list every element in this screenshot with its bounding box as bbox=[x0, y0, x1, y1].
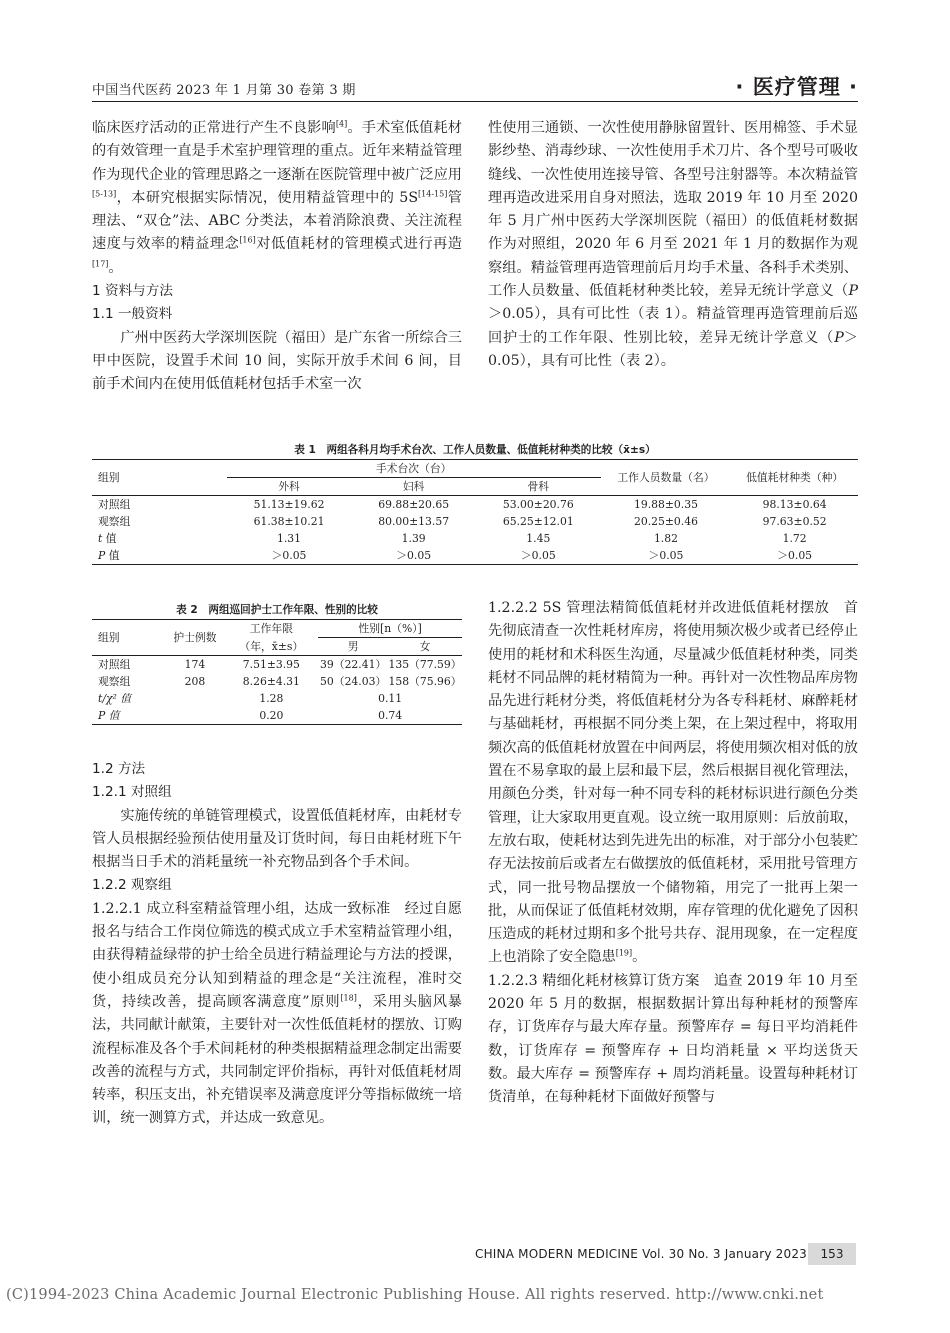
t1-row-label: 对照组 bbox=[98, 498, 131, 511]
citation: [17] bbox=[92, 259, 109, 269]
citation: [16] bbox=[239, 235, 256, 245]
stat-symbol: t bbox=[98, 532, 103, 545]
t2-header-years-unit: （年，x̄±s） bbox=[224, 638, 318, 656]
t2-header-count: 护士例数 bbox=[166, 620, 225, 656]
t2-cell: 174 bbox=[184, 658, 206, 671]
t2-header-male: 男 bbox=[318, 638, 388, 656]
t2-cell: 208 bbox=[184, 675, 206, 688]
heading-1: 1 资料与方法 bbox=[92, 283, 173, 300]
text-span: 1.2.2.1 成立科室精益管理小组，达成一致标准 经过自愿报名与结合工作岗位筛选的模式成立手术室精益管理小组，由获得精益绿带的护士给全员进行精益理论与方法的授课，使小组成员充分认知到精益的理念是“关注流程，准时交货，持续改善，提高顾客满意度”原则 bbox=[92, 900, 462, 1010]
t2-cell: 1.28 bbox=[259, 692, 284, 705]
left-column-bottom bbox=[92, 758, 462, 1131]
t1-row-label bbox=[92, 530, 227, 547]
general-info-paragraph: 广州中医药大学深圳医院（福田）是广东省一所综合三甲中医院，设置手术间 10 间，实际开放手术间 6 间，目前手术间内在使用低值耗材包括手术室一次 bbox=[92, 329, 462, 393]
t2-header-female: 女 bbox=[388, 638, 462, 656]
t1-sub-header: 外科 bbox=[227, 478, 352, 496]
heading-1-2: 1.2 方法 bbox=[92, 761, 146, 777]
t1-cell: 51.13±19.62 bbox=[253, 498, 325, 511]
right-column-bottom bbox=[488, 597, 858, 1110]
text-span: 。 bbox=[632, 949, 647, 966]
t2-cell: 0.11 bbox=[378, 692, 403, 705]
t1-row-label bbox=[92, 547, 227, 565]
t1-cell: 61.38±10.21 bbox=[253, 515, 325, 528]
t2-cell: 39（22.41） bbox=[320, 658, 387, 671]
left-column-top bbox=[92, 117, 462, 397]
text-span: 值 bbox=[102, 532, 117, 545]
page-number: 153 bbox=[808, 1243, 856, 1265]
text-span: 管理法、“双仓”法、ABC 分类法，本着消除浪费、关注流程速度与效率的精益理念 bbox=[92, 189, 462, 253]
t1-header-surgery: 手术台次（台） bbox=[227, 460, 601, 478]
table2 bbox=[92, 619, 462, 725]
text-span: ＞0.05），具有可比性（表 1）。精益管理再造管理前后巡回护士的工作年限、性别比较，差异无统计学意义（ bbox=[488, 306, 858, 346]
t1-cell: 1.45 bbox=[526, 532, 551, 545]
t2-cell: 7.51±3.95 bbox=[242, 658, 300, 671]
table1 bbox=[92, 459, 858, 565]
text-span: 对低值耗材的管理模式进行再造 bbox=[255, 236, 462, 253]
control-group-paragraph: 实施传统的单链管理模式，设置低值耗材库，由耗材专管人员根据经验预估使用量及订货时间，每日由耗材班下午根据当日手术的消耗量统一补充物品到各个手术间。 bbox=[92, 807, 462, 871]
t2-row-label: 对照组 bbox=[98, 658, 131, 671]
header-divider bbox=[92, 101, 858, 102]
p-symbol: P bbox=[848, 283, 858, 300]
t2-cell: 0.74 bbox=[318, 707, 462, 725]
t1-cell: 65.25±12.01 bbox=[502, 515, 574, 528]
t1-cell: 1.72 bbox=[782, 532, 807, 545]
t2-cell: 0.20 bbox=[224, 707, 318, 725]
t1-row-label: 观察组 bbox=[98, 515, 131, 528]
journal-issue-header: 中国当代医药 2023 年 1 月第 30 卷第 3 期 bbox=[92, 83, 356, 98]
lean-team-paragraph bbox=[92, 898, 462, 1131]
table-row bbox=[92, 496, 858, 514]
t1-header-kinds: 低值耗材种类（种） bbox=[731, 460, 858, 496]
citation: [5-13] bbox=[92, 189, 117, 199]
text-span: 性使用三通锁、一次性使用静脉留置针、医用棉签、手术显影纱垫、消毒纱球、一次性使用手术刀片、各个型号可吸收缝线、一次性使用连接导管、各型号注射器等。本次精益管理再造改进采用自身对照法，选取 2019 年 10 月至 2020 年 5 月广州中医药大学深圳医院（福田）的低值耗材数据作为对照组，2020 年 6 月至 2021 年 1 月的数据作为观察组。精益管理再造管理前后月均手术量、各科手术类别、工作人员数量、低值耗材种类比较，差异无统计学意义（ bbox=[488, 120, 858, 300]
t2-cell bbox=[166, 707, 225, 725]
table-row bbox=[92, 656, 462, 674]
heading-1-2-2: 1.2.2 观察组 bbox=[92, 877, 172, 894]
t1-cell: 98.13±0.64 bbox=[762, 498, 827, 511]
t2-cell: 50（24.03） bbox=[320, 675, 387, 688]
right-column-top bbox=[488, 117, 858, 373]
t1-cell: ＞0.05 bbox=[351, 547, 476, 565]
t1-cell: 20.25±0.46 bbox=[633, 515, 698, 528]
materials-paragraph bbox=[488, 117, 858, 373]
t1-cell: ＞0.05 bbox=[227, 547, 352, 565]
t2-cell: 158（75.96） bbox=[388, 675, 462, 688]
text-span: ＞0.05），具有可比性（表 2）。 bbox=[488, 329, 858, 369]
t1-cell: 1.39 bbox=[401, 532, 426, 545]
table2-caption: 表 2 两组巡回护士工作年限、性别的比较 bbox=[176, 604, 378, 616]
copyright-notice: (C)1994-2023 China Academic Journal Electronic Publishing House. All rights reserved. http://www.cnki.net bbox=[6, 1287, 824, 1303]
table-row bbox=[92, 530, 858, 547]
t2-row-label: t/χ² 值 bbox=[98, 692, 132, 705]
text-span: 1.2.2.2 5S 管理法精简低值耗材并改进低值耗材摆放 首先彻底清查一次性耗材库房，将使用频次极少或者已经停止使用的耗材和术科医生沟通，尽量减少低值耗材种类，同类耗材不同品牌的耗材精简为一种。再针对一次性物品库房物品先进行耗材分类，将低值耗材分为各专科耗材、麻醉耗材与基础耗材，再根据不同分类上架，在上架过程中，将取用频次高的低值耗材放置在中间两层，将使用频次相对低的放置在不易拿取的最上层和最下层，然后根据目视化管理法，用颜色分类，针对每一种不同专科的耗材标识进行颜色分类管理，让大家取用更直观。设立统一取用原则：后放前取，左放右取，使耗材达到先进先出的标准，对于部分小包装贮存无法按前后或者左右做摆放的低值耗材，采用批号管理方式，同一批号物品摆放一个储物箱，用完了一批再上架一批，从而保证了低值耗材效期，库存管理的优化避免了因积压造成的耗材过期和多个批号共存、混用现象，在一定程度上也消除了安全隐患 bbox=[488, 600, 858, 966]
t1-cell: ＞0.05 bbox=[731, 547, 858, 565]
table-row bbox=[92, 513, 858, 530]
t1-cell: 69.88±20.65 bbox=[378, 498, 450, 511]
citation: [19] bbox=[615, 948, 633, 958]
t2-cell: 135（77.59） bbox=[388, 658, 462, 671]
heading-1-2-1: 1.2.1 对照组 bbox=[92, 784, 172, 801]
text-span: ，本研究根据实际情况，使用精益管理中的 5S bbox=[116, 189, 419, 206]
t1-cell: ＞0.05 bbox=[601, 547, 732, 565]
stat-symbol: P bbox=[98, 549, 106, 562]
text-span: 临床医疗活动的正常进行产生不良影响 bbox=[92, 120, 336, 136]
t1-cell: 19.88±0.35 bbox=[633, 498, 698, 511]
journal-footer: CHINA MODERN MEDICINE Vol. 30 No. 3 January 2023 bbox=[475, 1247, 807, 1261]
table-row bbox=[92, 547, 858, 565]
table-row bbox=[92, 673, 462, 690]
p-symbol: P bbox=[834, 329, 844, 346]
t2-header-group: 组别 bbox=[92, 620, 166, 656]
text-span: 。 bbox=[108, 259, 123, 276]
section-title: · 医疗管理 · bbox=[735, 75, 858, 99]
text-span: 。手术室低值耗材的有效管理一直是手术室护理管理的重点。近年来精益管理作为现代企业的管理思路之一逐渐在医院管理中被广泛应用 bbox=[92, 120, 462, 183]
ordering-paragraph: 1.2.2.3 精细化耗材核算订货方案 追查 2019 年 10 月至 2020 年 5 月的数据，根据数据计算出每种耗材的预警库存，订货库存与最大库存量。预警库存 = 每日平均消耗件数，订货库存 = 预警库存 + 日均消耗量 × 平均送货天数。最大库存 = 预警库存 + 周均消耗量。设置每种耗材订货清单，在每种耗材下面做好预警与 bbox=[488, 972, 858, 1106]
citation: [18] bbox=[340, 993, 357, 1003]
t1-cell: 1.82 bbox=[653, 532, 678, 545]
heading-1-1: 1.1 一般资料 bbox=[92, 306, 173, 323]
t2-cell bbox=[166, 690, 225, 707]
citation: [4] bbox=[335, 119, 348, 129]
table-row bbox=[92, 690, 462, 707]
t2-row-label: P 值 bbox=[92, 707, 166, 725]
t1-cell: 53.00±20.76 bbox=[502, 498, 574, 511]
intro-paragraph bbox=[92, 117, 462, 280]
t1-cell: 1.31 bbox=[277, 532, 302, 545]
t1-sub-header: 妇科 bbox=[351, 478, 476, 496]
text-span: 值 bbox=[105, 549, 120, 562]
t2-cell: 8.26±4.31 bbox=[242, 675, 300, 688]
t1-sub-header: 骨科 bbox=[476, 478, 601, 496]
5s-paragraph bbox=[488, 597, 858, 970]
text-span: ，采用头脑风暴法，共同献计献策，主要针对一次性低值耗材的摆放、订购流程标准及各个手术间耗材的种类根据精益理念制定出需要改善的流程与方式，共同制定评价指标，再针对低值耗材周转率，积压支出，补充错误率及满意度评分等指标做统一培训，统一测算方式，并达成一致意见。 bbox=[92, 993, 462, 1127]
t1-cell: 97.63±0.52 bbox=[762, 515, 827, 528]
table1-caption: 表 1 两组各科月均手术台次、工作人员数量、低值耗材种类的比较（x̄±s） bbox=[294, 444, 656, 456]
t2-row-label: 观察组 bbox=[98, 675, 131, 688]
t1-header-group: 组别 bbox=[92, 460, 227, 496]
table-row bbox=[92, 707, 462, 725]
t1-cell: 80.00±13.57 bbox=[378, 515, 450, 528]
t1-header-staff: 工作人员数量（名） bbox=[601, 460, 732, 496]
citation: [14-15] bbox=[418, 189, 448, 199]
t2-header-years: 工作年限 bbox=[224, 620, 318, 638]
t1-cell: ＞0.05 bbox=[476, 547, 601, 565]
t2-header-sex: 性别[n（%）] bbox=[318, 620, 462, 638]
